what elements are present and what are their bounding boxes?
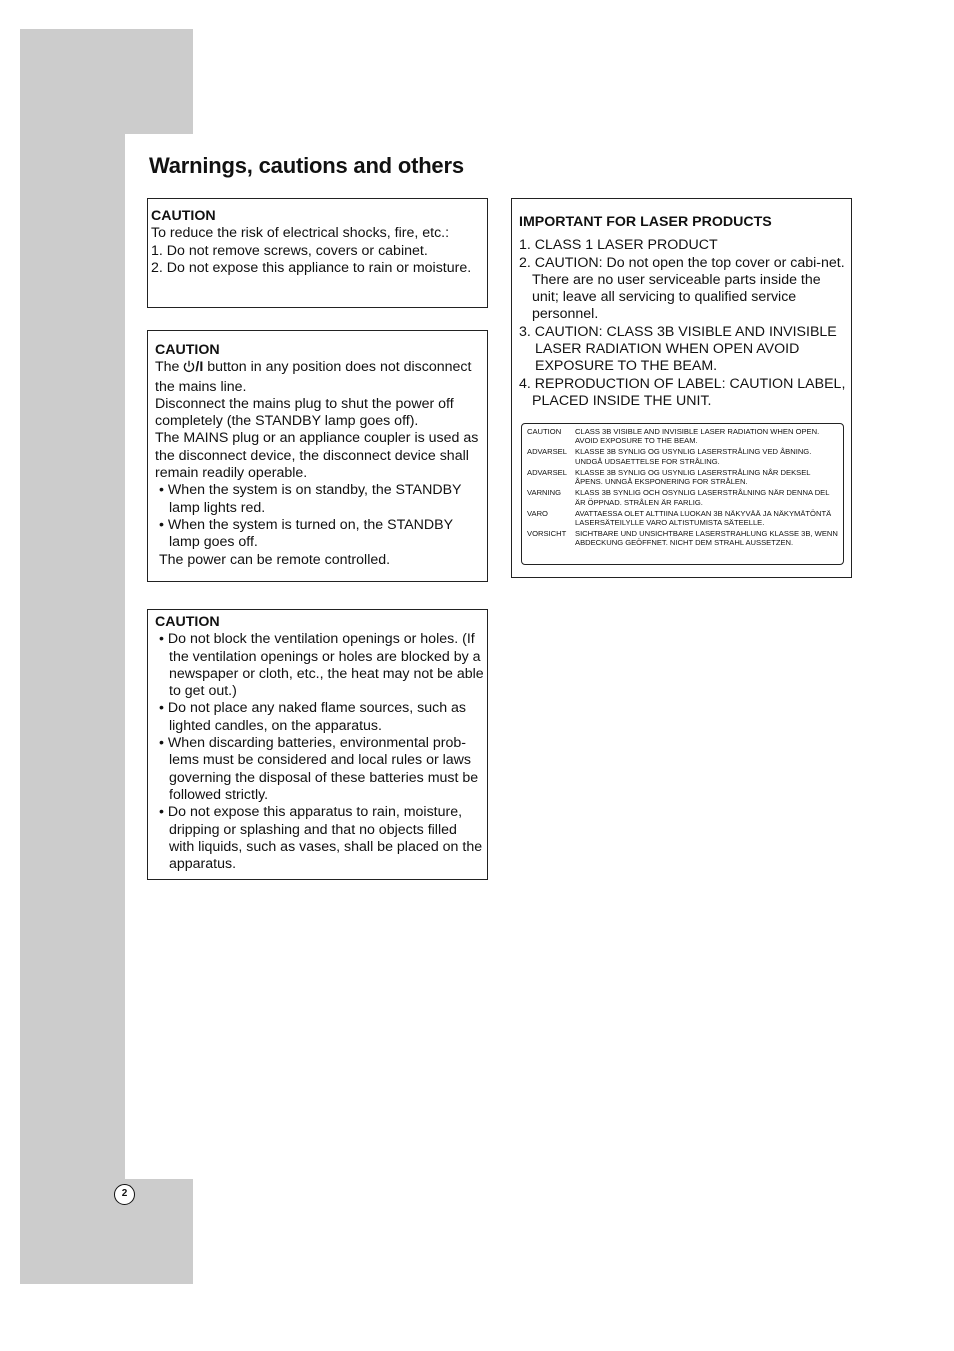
caution-paragraph: Disconnect the mains plug to shut the power off completely (the STANDBY lamp goes off).: [155, 395, 454, 430]
laser-item: 2. CAUTION: Do not open the top cover or cabi-net. There are no user serviceable parts inside the unit; leave all servicing to qualified service personnel.: [519, 254, 845, 323]
label-text: KLASS 3B SYNLIG OCH OSYNLIG LASERSTRÅLNING NÄR DENNA DEL ÄR ÖPPNAD. STRÅLEN ÄR FARLIG.: [575, 488, 830, 507]
label-language: CAUTION: [527, 427, 562, 436]
label-text: KLASSE 3B SYNLIG OG USYNLIG LASERSTRÅLING NÅR DEKSEL ÅPENS. UNNGÅ EKSPONERING FOR STRÅLEN.: [575, 467, 811, 487]
caution-bullet: • Do not expose this apparatus to rain, moisture, dripping or splashing and that no objects filled with liquids, such as vases, shall be placed on the apparatus.: [159, 804, 483, 873]
caution-standby-text: [155, 359, 483, 396]
caution-bullet: • Do not block the ventilation openings or holes. (If the ventilation openings or holes are blocked by a newspaper or cloth, etc., the heat may not be able to get out.): [159, 631, 484, 700]
caution-bullet: • When the system is turned on, the STANDBY lamp goes off.: [159, 516, 453, 551]
text-before-icon: The: [155, 359, 184, 376]
caution-footer: The power can be remote controlled.: [159, 551, 391, 568]
label-text: SICHTBARE UND UNSICHTBARE LASERSTRAHLUNG KLASSE 3B, WENN ABDECKUNG GEÖFFNET. NICHT DEM STRAHL AUSSETZEN.: [575, 529, 838, 548]
page-number: 2: [114, 1184, 135, 1205]
caution-intro: To reduce the risk of electrical shocks, fire, etc.:: [151, 225, 450, 242]
laser-heading: IMPORTANT FOR LASER PRODUCTS: [519, 214, 772, 230]
label-language: VARO: [527, 508, 548, 518]
caution-box-standby: [147, 330, 488, 582]
caution-heading: CAUTION: [151, 208, 216, 224]
label-language: ADVARSEL: [527, 467, 567, 477]
caution-box-electrical: [147, 198, 488, 308]
power-standby-icon: [183, 360, 195, 378]
caution-paragraph: The MAINS plug or an appliance coupler is used as the disconnect device, the disconnect device shall remain readily operable.: [155, 430, 479, 482]
caution-box-ventilation: [147, 609, 488, 880]
caution-item: 2. Do not expose this appliance to rain or moisture.: [151, 259, 472, 276]
laser-item: 3. CAUTION: CLASS 3B VISIBLE AND INVISIBLE LASER RADIATION WHEN OPEN AVOID EXPOSURE TO THE BEAM.: [519, 323, 837, 375]
text-after-icon: button in any position does not disconnect the mains line.: [155, 359, 472, 395]
label-language: VARNING: [527, 488, 562, 498]
page-margin-band: [20, 29, 193, 134]
page-margin-band: [20, 134, 125, 1284]
caution-heading: CAUTION: [155, 342, 220, 358]
page-margin-band: [125, 1179, 193, 1284]
label-language: ADVARSEL: [527, 447, 567, 457]
caution-bullet: • When the system is on standby, the STANDBY lamp lights red.: [159, 482, 462, 516]
page-title: Warnings, cautions and others: [149, 153, 464, 178]
label-text: CLASS 3B VISIBLE AND INVISIBLE LASER RADIATION WHEN OPEN. AVOID EXPOSURE TO THE BEAM.: [575, 427, 820, 446]
caution-item: 1. Do not remove screws, covers or cabinet.: [151, 242, 428, 259]
caution-bullet: • When discarding batteries, environmental prob-lems must be considered and local rules or laws governing the disposal of these batteries must be followed strictly.: [159, 735, 479, 803]
label-row: [527, 509, 839, 528]
laser-item: 1. CLASS 1 LASER PRODUCT: [519, 237, 718, 254]
power-icon-suffix: /I: [195, 359, 204, 376]
label-text: AVATTAESSA OLET ALTTIINA LUOKAN 3B NÄKYVÄÄ JA NÄKYMÄTÖNTÄ LASERSÄTEILYLLE VARO ALTISTUMISTA SÄTEELLE.: [575, 508, 832, 528]
label-row: [527, 529, 839, 548]
label-row: [527, 468, 839, 487]
label-row: [527, 447, 839, 466]
label-row: [527, 427, 839, 446]
caution-heading: CAUTION: [155, 614, 220, 630]
laser-item: 4. REPRODUCTION OF LABEL: CAUTION LABEL, PLACED INSIDE THE UNIT.: [519, 375, 846, 409]
label-language: VORSICHT: [527, 529, 567, 539]
label-row: [527, 488, 839, 507]
laser-warning-label: [521, 423, 844, 565]
label-text: KLASSE 3B SYNLIG OG USYNLIG LASERSTRÅLING VED ÅBNING. UNDGÅ UDSAETTELSE FOR STRÅLING.: [575, 447, 812, 466]
caution-bullet: • Do not place any naked flame sources, such as lighted candles, on the apparatus.: [159, 700, 467, 734]
